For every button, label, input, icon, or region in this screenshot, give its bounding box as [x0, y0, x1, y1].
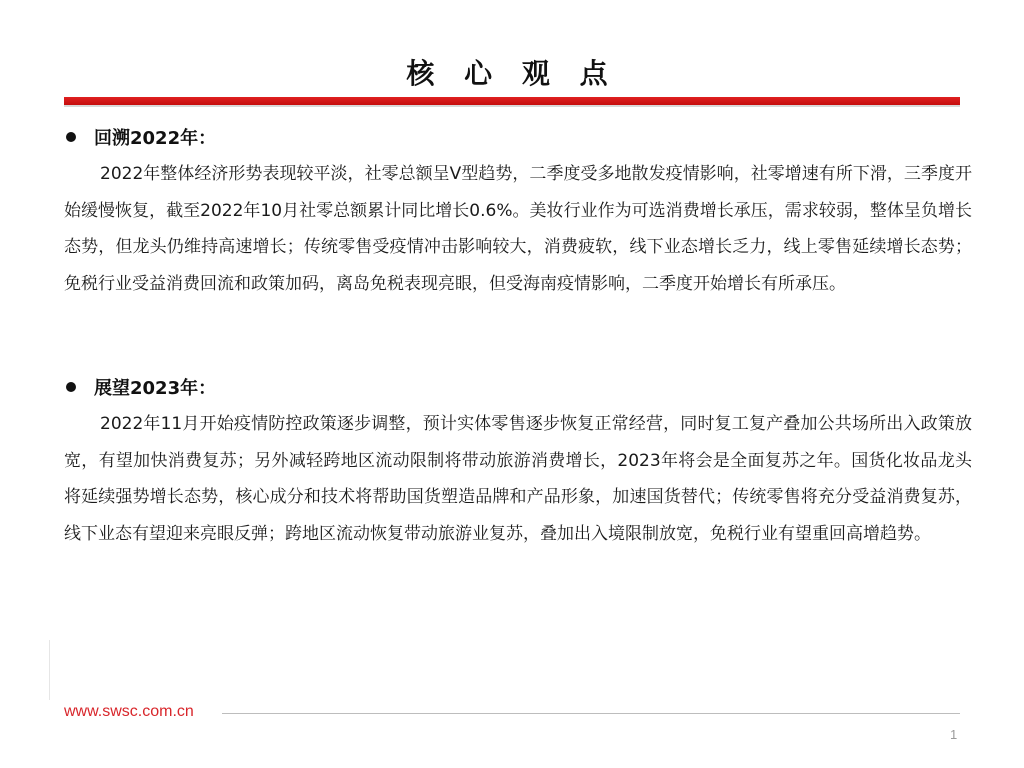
- title-divider-bar: [64, 97, 960, 105]
- section-heading-text: 展望2023年：: [94, 378, 217, 399]
- section-review-2022: [64, 122, 972, 302]
- page-number: 1: [950, 727, 958, 742]
- section-body: 2022年整体经济形势表现较平淡，社零总额呈V型趋势，二季度受多地散发疫情影响，社零增速有所下滑，三季度开始缓慢恢复，截至2022年10月社零总额累计同比增长0.6%。美妆行业作为可选消费增长承压，需求较弱，整体呈负增长态势，但龙头仍维持高速增长；传统零售受疫情冲击影响较大，消费疲软，线下业态增长乏力，线上零售延续增长态势；免税行业受益消费回流和政策加码，离岛免税表现亮眼，但受海南疫情影响，二季度开始增长有所承压。: [64, 164, 972, 294]
- bullet-dot-icon: [66, 382, 76, 392]
- section-outlook-2023: [64, 372, 972, 552]
- section-body: 2022年11月开始疫情防控政策逐步调整，预计实体零售逐步恢复正常经营，同时复工复产叠加公共场所出入政策放宽，有望加快消费复苏；另外减轻跨地区流动限制将带动旅游消费增长，2023年将会是全面复苏之年。国货化妆品龙头将延续强势增长态势，核心成分和技术将帮助国货塑造品牌和产品形象，加速国货替代；传统零售将充分受益消费复苏，线下业态有望迎来亮眼反弹；跨地区流动恢复带动旅游业复苏，叠加出入境限制放宽，免税行业有望重回高增趋势。: [64, 414, 972, 544]
- section-heading: [64, 122, 972, 152]
- footer-website-url: www.swsc.com.cn: [64, 703, 194, 720]
- section-heading-text: 回溯2022年：: [94, 128, 217, 149]
- bullet-dot-icon: [66, 132, 76, 142]
- footer-divider: [222, 713, 960, 714]
- title-divider-shadow: [64, 105, 960, 107]
- section-heading: [64, 372, 972, 402]
- page-title: 核 心 观 点: [406, 57, 618, 90]
- left-margin-rule: [49, 640, 50, 700]
